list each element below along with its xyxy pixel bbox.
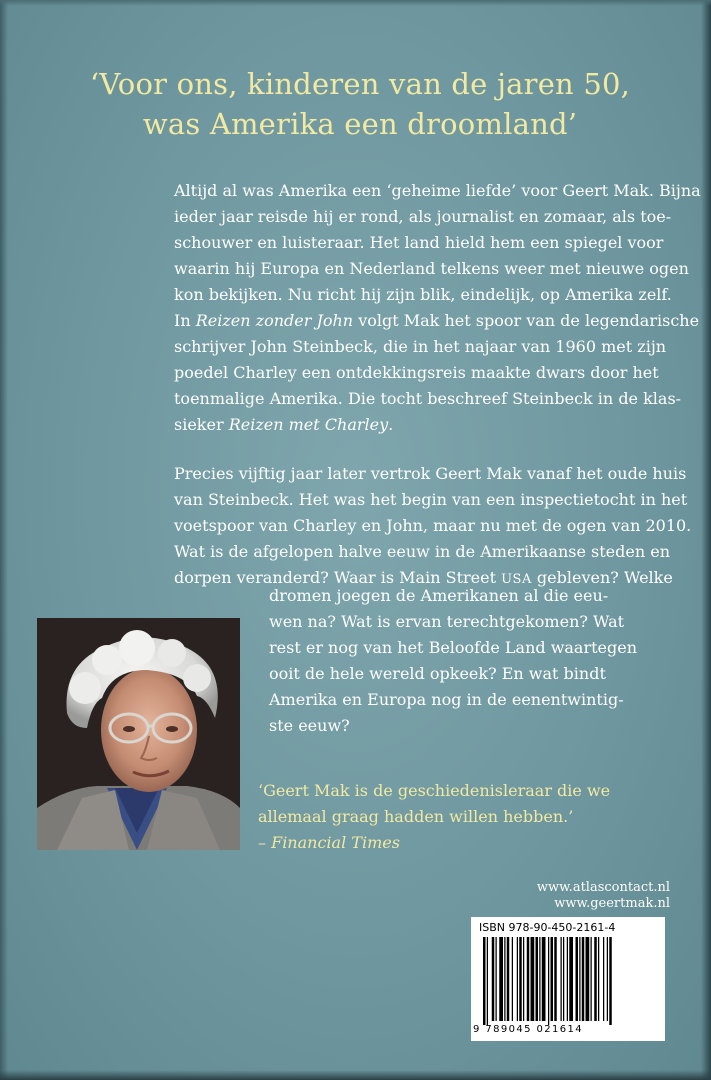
blurb-line bbox=[174, 412, 701, 438]
blurb-line: wen na? Wat is ervan terechtgekomen? Wat bbox=[269, 612, 625, 631]
barcode-bar bbox=[531, 937, 535, 1021]
blurb-line: Precies vijftig jaar later vertrok Geert Mak vanaf het oude huis bbox=[174, 464, 687, 483]
barcode-bar bbox=[492, 937, 495, 1021]
blurb-line: Wat is de afgelopen halve eeuw in de Amerikaanse steden en bbox=[174, 542, 671, 561]
barcode-bar bbox=[512, 937, 513, 1021]
barcode-bar bbox=[523, 937, 524, 1021]
barcode-bar bbox=[607, 937, 608, 1021]
barcode-bar bbox=[594, 937, 597, 1021]
barcode-bar bbox=[507, 937, 510, 1021]
headline-quote bbox=[40, 64, 680, 144]
isbn-number: ISBN 978-90-450-2161-4 bbox=[479, 921, 616, 934]
headline-line-2: was Amerika een droomland’ bbox=[142, 107, 578, 141]
blurb-paragraph-2-wrapped bbox=[269, 583, 637, 739]
blurb-line: toenmalige Amerika. Die tocht beschreef Steinbeck in de klas- bbox=[174, 389, 682, 408]
blurb-line: kon bekijken. Nu richt hij zijn blik, eindelijk, op Amerika zelf. bbox=[174, 285, 672, 304]
barcode-bar bbox=[542, 937, 546, 1021]
barcode-bar bbox=[603, 937, 604, 1021]
barcode-bar bbox=[539, 937, 540, 1021]
cover-edge-left bbox=[0, 0, 8, 1080]
barcode-bar bbox=[536, 937, 539, 1021]
barcode-bar bbox=[496, 937, 497, 1021]
blurb-text: volgt Mak het spoor van de legendarische bbox=[353, 311, 700, 330]
barcode-bar bbox=[563, 937, 564, 1021]
barcode-bar bbox=[591, 937, 592, 1021]
blurb-line: schouwer en luisteraar. Het land hield hem een spiegel voor bbox=[174, 233, 664, 252]
barcode-bar bbox=[527, 937, 530, 1021]
barcode-bar bbox=[586, 937, 590, 1021]
press-quote-source: – Financial Times bbox=[258, 833, 400, 852]
headline-line-1: ‘Voor ons, kinderen van de jaren 50, bbox=[89, 67, 631, 101]
barcode-bar bbox=[569, 937, 573, 1021]
blurb-text: sieker bbox=[174, 415, 229, 434]
barcode-bar bbox=[554, 937, 557, 1021]
barcode-icon bbox=[471, 917, 665, 1041]
blurb-text: In bbox=[174, 311, 196, 330]
blurb-line: waarin hij Europa en Nederland telkens weer met nieuwe ogen bbox=[174, 259, 689, 278]
blurb-small-caps: USA bbox=[501, 572, 532, 587]
blurb-text: . bbox=[388, 415, 394, 434]
blurb-line: rest er nog van het Beloofde Land waartegen bbox=[269, 638, 638, 657]
cover-edge-top bbox=[0, 0, 711, 6]
barcode-digits: 9 789045 021614 bbox=[473, 1024, 584, 1035]
blurb-line bbox=[174, 308, 701, 334]
blurb-line: dromen joegen de Amerikanen al die eeu- bbox=[269, 586, 609, 605]
blurb-paragraph-1 bbox=[174, 178, 701, 438]
blurb-line: ooit de hele wereld opkeek? En wat bindt bbox=[269, 664, 606, 683]
barcode-bar bbox=[519, 937, 522, 1021]
barcode-bar bbox=[517, 937, 518, 1021]
barcode-bar bbox=[576, 937, 579, 1021]
book-title-reizen-zonder-john: Reizen zonder John bbox=[195, 311, 354, 330]
barcode-bar bbox=[567, 937, 568, 1021]
barcode-bar bbox=[499, 937, 503, 1021]
blurb-line: Altijd al was Amerika een ‘geheime liefde’ voor Geert Mak. Bijna bbox=[174, 181, 701, 200]
press-quote bbox=[258, 778, 610, 856]
barcode-bar bbox=[579, 937, 580, 1021]
cover-edge-right bbox=[701, 0, 711, 1080]
isbn-barcode-label bbox=[471, 917, 665, 1041]
barcode-bar bbox=[561, 937, 562, 1021]
barcode-bar bbox=[548, 937, 549, 1025]
press-quote-line: ‘Geert Mak is de geschiedenisleraar die we bbox=[258, 781, 611, 800]
blurb-line: voetspoor van Charley en John, maar nu met de ogen van 2010. bbox=[174, 516, 692, 535]
blurb-line: poedel Charley een ontdekkingsreis maakte dwars door het bbox=[174, 363, 659, 382]
blurb-text: gebleven? Welke bbox=[531, 568, 673, 587]
blurb-line: van Steinbeck. Het was het begin van een inspectietocht in het bbox=[174, 490, 688, 509]
barcode-bar bbox=[487, 937, 488, 1025]
barcode-bar bbox=[582, 937, 585, 1021]
barcode-bar bbox=[609, 937, 612, 1025]
publisher-website-link[interactable]: www.atlascontact.nl bbox=[536, 880, 670, 895]
blurb-paragraph-2 bbox=[174, 461, 691, 593]
barcode-bar bbox=[598, 937, 599, 1021]
blurb-line: ieder jaar reisde hij er rond, als journalist en zomaar, als toe- bbox=[174, 207, 672, 226]
author-photo bbox=[37, 618, 240, 850]
cover-edge-bottom bbox=[0, 1070, 711, 1080]
press-quote-line: allemaal graag hadden willen hebben.’ bbox=[258, 807, 574, 826]
blurb-line: Amerika en Europa nog in de eenentwintig- bbox=[269, 690, 624, 709]
barcode-bar bbox=[504, 937, 505, 1021]
book-title-reizen-met-charley: Reizen met Charley bbox=[228, 415, 389, 434]
blurb-text: dorpen veranderd? Waar is Main Street bbox=[174, 568, 502, 587]
blurb-line: schrijver John Steinbeck, die in het najaar van 1960 met zijn bbox=[174, 337, 667, 356]
blurb-line: ste eeuw? bbox=[269, 716, 350, 735]
author-website-link[interactable]: www.geertmak.nl bbox=[554, 896, 670, 911]
website-links bbox=[537, 880, 670, 912]
barcode-bar bbox=[483, 937, 486, 1025]
barcode-bar bbox=[551, 937, 554, 1021]
author-portrait-illustration bbox=[37, 618, 240, 850]
